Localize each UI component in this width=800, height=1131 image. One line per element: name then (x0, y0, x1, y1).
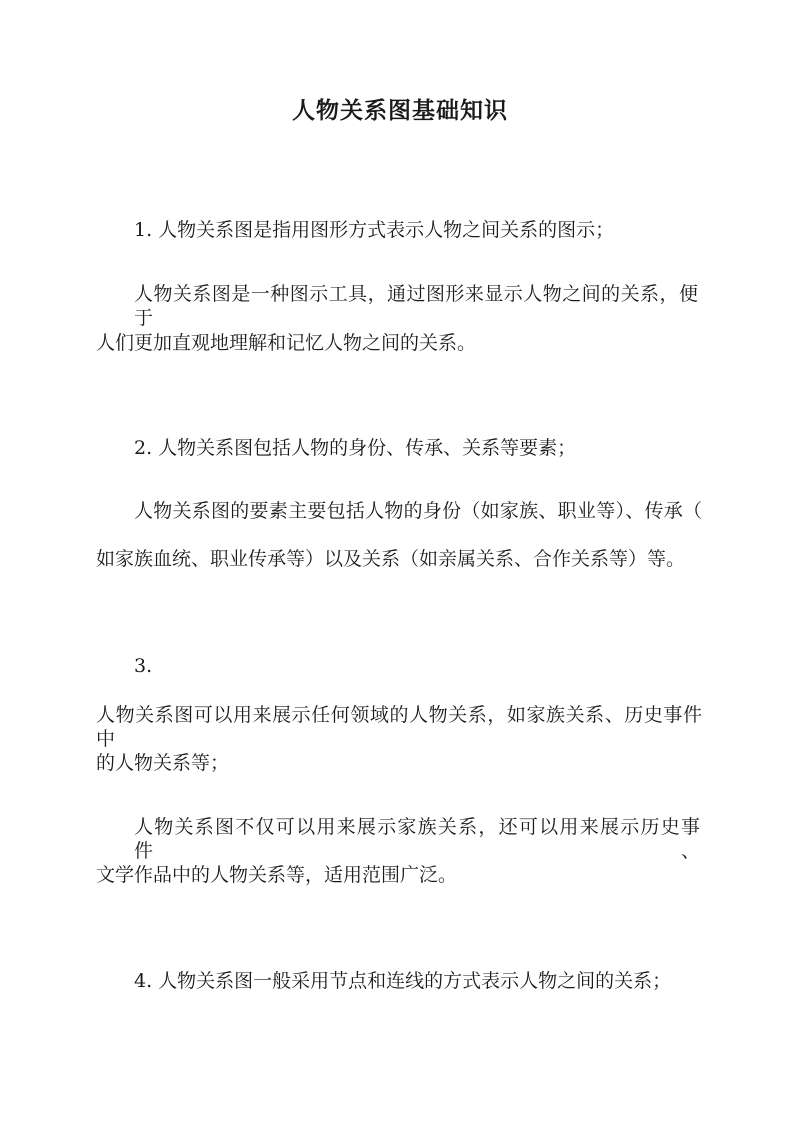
section-2-heading: 2. 人物关系图包括人物的身份、传承、关系等要素； (134, 437, 577, 459)
section-4-heading: 4. 人物关系图一般采用节点和连线的方式表示人物之间的关系； (134, 970, 672, 992)
section-3-heading-line-2: 的人物关系等； (96, 752, 230, 774)
section-2-body-line-2: 如家族血统、职业传承等）以及关系（如亲属关系、合作关系等）等。 (96, 548, 686, 570)
document-title: 人物关系图基础知识 (292, 97, 508, 124)
section-3-body-line-2: 文学作品中的人物关系等，适用范围广泛。 (96, 864, 458, 886)
section-1-body-line-1: 人物关系图是一种图示工具，通过图形来显示人物之间的关系，便于 (134, 283, 698, 329)
section-1-heading: 1. 人物关系图是指用图形方式表示人物之间关系的图示； (134, 219, 615, 241)
section-3-heading-line-1: 人物关系图可以用来展示任何领域的人物关系，如家族关系、历史事件中 (96, 704, 702, 750)
section-1-body-line-2: 人们更加直观地理解和记忆人物之间的关系。 (96, 332, 477, 354)
section-3-body-line-1: 人物关系图不仅可以用来展示家族关系，还可以用来展示历史事件、 (134, 816, 700, 862)
section-3-number: 3. (134, 655, 153, 677)
section-2-body-line-1: 人物关系图的要素主要包括人物的身份（如家族、职业等）、传承（ (134, 500, 702, 522)
